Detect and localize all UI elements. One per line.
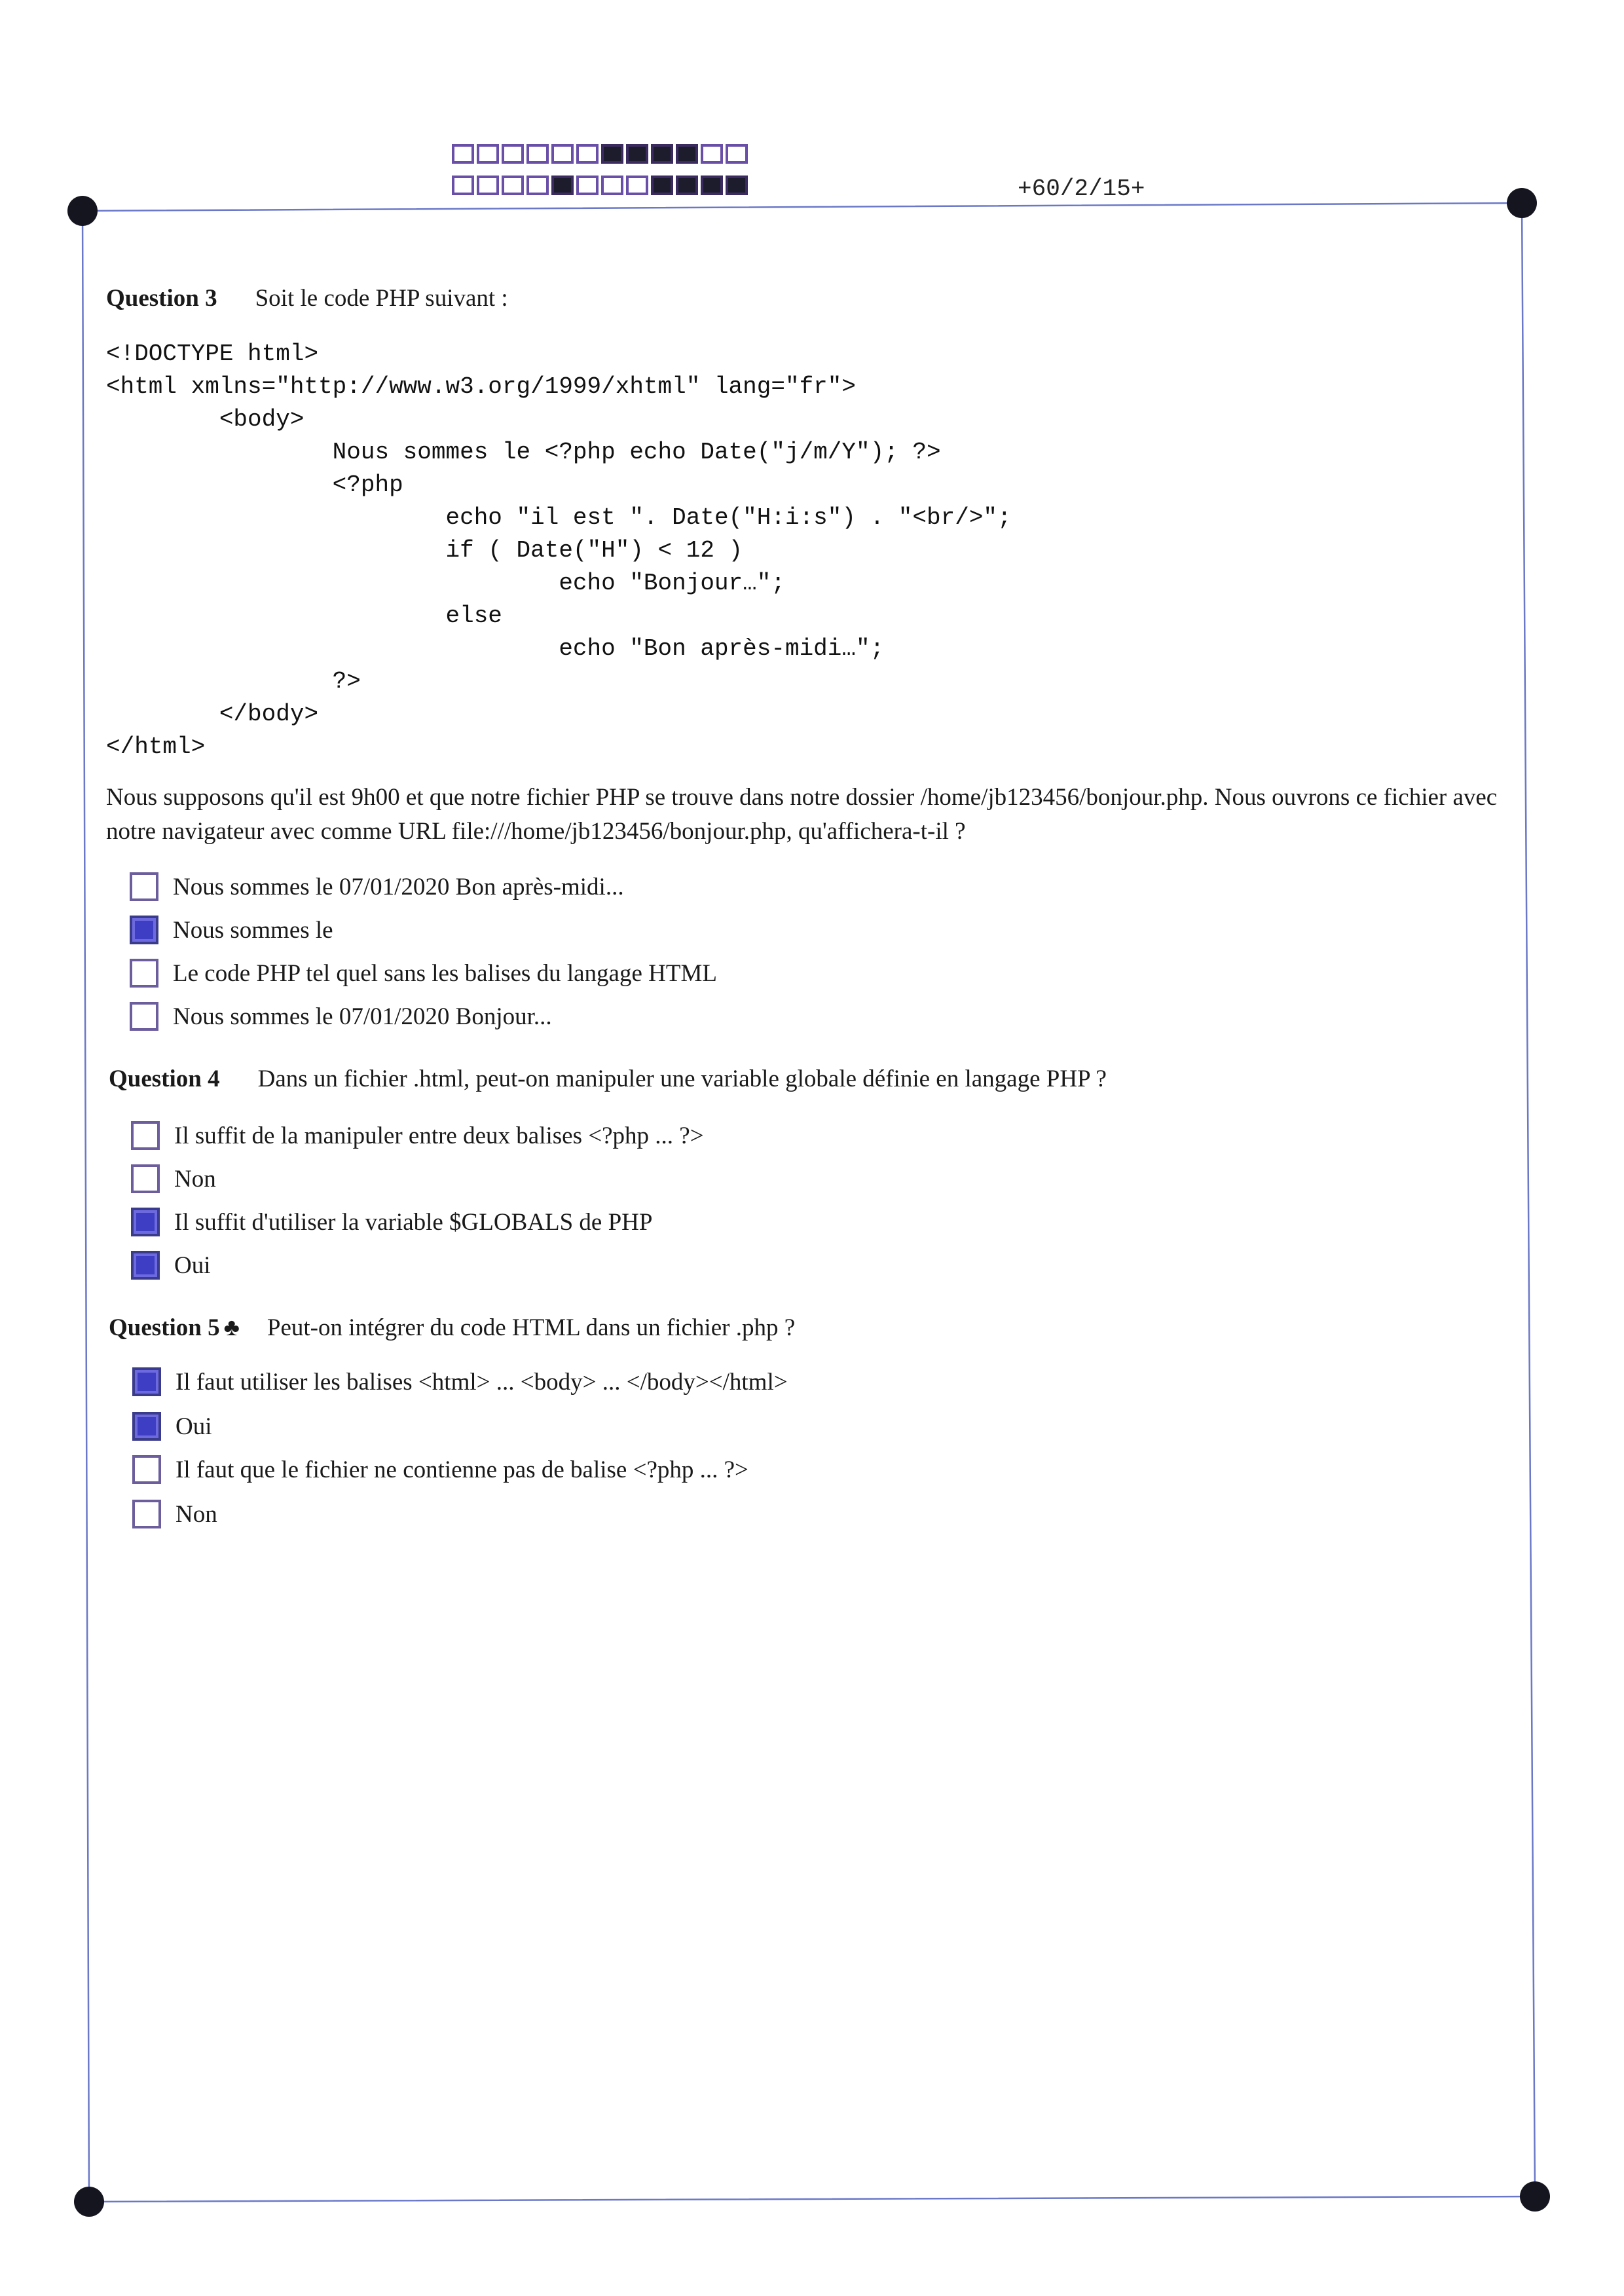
question-3-text: Soit le code PHP suivant : (255, 285, 508, 312)
q4-option-2-checkbox[interactable] (131, 1164, 160, 1193)
q5-option-2[interactable] (132, 1412, 212, 1441)
id-code-row-1 (452, 144, 748, 164)
q3-option-3-label: Le code PHP tel quel sans les balises du langage HTML (173, 959, 717, 987)
q5-option-1-label: Il faut utiliser les balises <html> ... <body> ... </body></html> (175, 1368, 788, 1396)
q4-option-4[interactable] (131, 1251, 211, 1280)
registration-mark-bottom-left (74, 2187, 104, 2217)
id-code-cell (701, 144, 723, 164)
id-code-cell (551, 144, 574, 164)
q5-option-1[interactable] (132, 1367, 788, 1396)
q5-option-1-checkbox[interactable] (132, 1367, 161, 1396)
q5-option-2-checkbox[interactable] (132, 1412, 161, 1441)
q4-option-3-checkbox[interactable] (131, 1208, 160, 1236)
q3-option-1-checkbox[interactable] (130, 872, 158, 901)
id-code-cell (576, 144, 599, 164)
question-3-paragraph: Nous supposons qu'il est 9h00 et que notre fichier PHP se trouve dans notre dossier /home/jb123456/bonjour.php. Nous ouvrons ce fichier avec notre navigateur avec comme URL file:///home/jb123456/bonjour.php, qu'affichera-t-il ? (106, 784, 1498, 845)
q4-option-4-checkbox[interactable] (131, 1251, 160, 1280)
question-5-text: Peut-on intégrer du code HTML dans un fichier .php ? (267, 1314, 796, 1341)
q5-option-3[interactable] (132, 1455, 748, 1484)
q4-option-3-label: Il suffit d'utiliser la variable $GLOBALS de PHP (174, 1208, 653, 1236)
q3-option-4-label: Nous sommes le 07/01/2020 Bonjour... (173, 1003, 552, 1030)
id-code-cell (477, 176, 499, 195)
page-id: +60/2/15+ (1018, 176, 1145, 202)
id-code-cell (526, 144, 549, 164)
q4-option-2-label: Non (174, 1165, 216, 1193)
question-3-header (106, 284, 508, 312)
q3-option-1-label: Nous sommes le 07/01/2020 Bon après-midi... (173, 873, 624, 900)
registration-mark-bottom-right (1520, 2181, 1550, 2212)
id-code-cell (676, 144, 698, 164)
id-code-cell (676, 176, 698, 195)
question-5-header (109, 1314, 795, 1342)
q4-option-4-label: Oui (174, 1251, 211, 1279)
q4-option-2[interactable] (131, 1164, 216, 1193)
question-4-label: Question 4 (109, 1065, 220, 1092)
q3-option-2[interactable] (130, 916, 333, 944)
php-code-block: <!DOCTYPE html> <html xmlns="http://www.w3.org/1999/xhtml" lang="fr"> <body> Nous sommes le <?php echo Date("j/m/Y"); ?> <?php echo "il est ". Date("H:i:s") . "<br/>"; if ( Date("H") < 12 ) echo "Bonjour…"; else echo "Bon après-midi…"; ?> </body> </html> (106, 341, 1012, 760)
question-5-label: Question 5 (109, 1314, 220, 1341)
id-code-cell (726, 176, 748, 195)
id-code-cell (701, 176, 723, 195)
q4-option-1-checkbox[interactable] (131, 1121, 160, 1150)
question-4-header (109, 1065, 1107, 1093)
q3-option-3-checkbox[interactable] (130, 959, 158, 988)
id-code-cell (651, 176, 673, 195)
id-code-cell (626, 176, 648, 195)
q3-option-2-label: Nous sommes le (173, 916, 333, 944)
q3-option-2-checkbox[interactable] (130, 916, 158, 944)
id-code-cell (726, 144, 748, 164)
id-code-cell (601, 176, 623, 195)
id-code-cell (452, 144, 474, 164)
q3-option-4-checkbox[interactable] (130, 1002, 158, 1031)
q3-option-4[interactable] (130, 1002, 552, 1031)
id-code-cell (477, 144, 499, 164)
id-code-row-2 (452, 176, 748, 195)
id-code-cell (502, 144, 524, 164)
id-code-cell (502, 176, 524, 195)
q5-option-4-label: Non (175, 1500, 217, 1528)
q3-option-3[interactable] (130, 959, 717, 988)
id-code-cell (601, 144, 623, 164)
id-code-cell (651, 144, 673, 164)
id-code-cell (626, 144, 648, 164)
q5-option-2-label: Oui (175, 1413, 212, 1440)
id-code-cell (576, 176, 599, 195)
question-3-label: Question 3 (106, 285, 217, 312)
q3-option-1[interactable] (130, 872, 624, 901)
q4-option-3[interactable] (131, 1208, 652, 1236)
q5-option-3-checkbox[interactable] (132, 1455, 161, 1484)
q5-option-3-label: Il faut que le fichier ne contienne pas de balise <?php ... ?> (175, 1456, 748, 1483)
q4-option-1-label: Il suffit de la manipuler entre deux balises <?php ... ?> (174, 1122, 704, 1149)
q4-option-1[interactable] (131, 1121, 704, 1150)
q5-option-4[interactable] (132, 1500, 217, 1528)
registration-mark-top-right (1507, 188, 1537, 218)
id-code-cell (526, 176, 549, 195)
registration-mark-top-left (67, 196, 98, 226)
id-code-cell (551, 176, 574, 195)
club-icon: ♣ (223, 1314, 240, 1341)
question-4-text: Dans un fichier .html, peut-on manipuler une variable globale définie en langage PHP ? (257, 1065, 1107, 1092)
q5-option-4-checkbox[interactable] (132, 1500, 161, 1528)
id-code-cell (452, 176, 474, 195)
